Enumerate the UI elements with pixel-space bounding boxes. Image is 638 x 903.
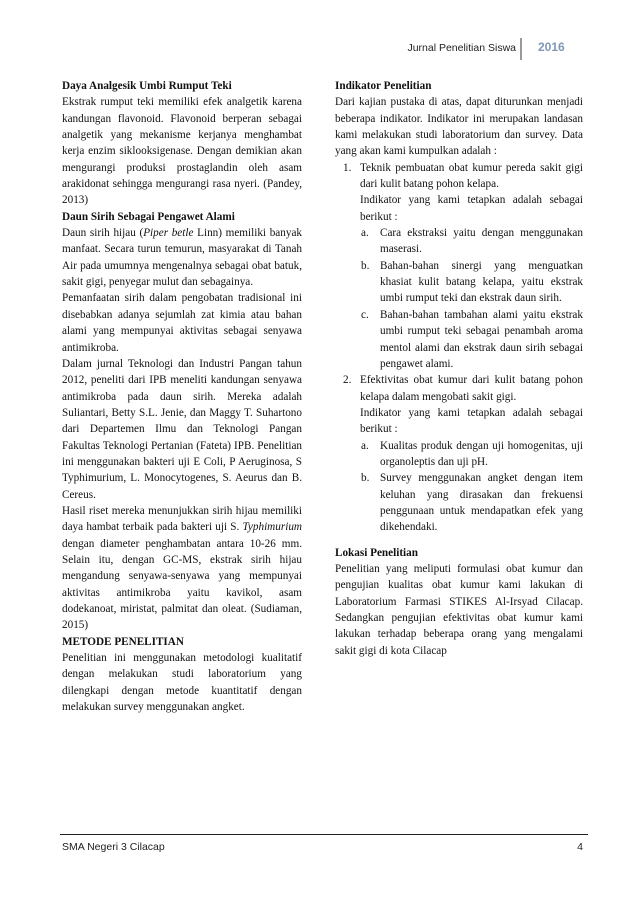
paragraph-sirih-2: Pemanfaatan sirih dalam pengobatan tradisional ini disebabkan adanya sejumlah zat kimia atau bahan alami yang mempunyai aktivitas sebagai senyawa antimikroba. bbox=[62, 292, 302, 354]
paragraph-sirih-4 bbox=[62, 503, 302, 634]
sublist-item bbox=[335, 438, 583, 471]
sublist-letter: a. bbox=[361, 439, 369, 452]
text-run: Daun sirih hijau ( bbox=[62, 227, 144, 240]
journal-name: Jurnal Penelitian Siswa bbox=[407, 42, 516, 54]
list-item bbox=[335, 372, 583, 405]
header-divider bbox=[520, 38, 522, 60]
journal-year: 2016 bbox=[538, 40, 565, 54]
page-header bbox=[0, 38, 638, 68]
section-title-indikator: Indikator Penelitian bbox=[335, 80, 432, 92]
paragraph-lokasi: Penelitian yang meliputi formulasi obat kumur dan pengujian kualitas obat kumur kami lakukan di Laboratorium Farmasi STIKES Al-Irsyad Cilacap. Sedangkan pengujian efektivitas obat kumur kami lakukan terhadap beberapa orang yang mengalami sakit gigi di kota Cilacap bbox=[335, 562, 583, 657]
sublist-item-text: Cara ekstraksi yaitu dengan menggunakan maserasi. bbox=[380, 227, 583, 256]
page-number: 4 bbox=[577, 841, 583, 853]
list-item-text: Efektivitas obat kumur dari kulit batang pohon kelapa dalam mengobati sakit gigi. bbox=[360, 374, 583, 403]
list-number: 1. bbox=[343, 161, 352, 174]
list-item-subtext: Indikator yang kami tetapkan adalah sebagai berikut : bbox=[360, 194, 583, 223]
list-item bbox=[335, 160, 583, 193]
sublist-item bbox=[335, 258, 583, 307]
section-spacer bbox=[335, 536, 583, 545]
footer-school: SMA Negeri 3 Cilacap bbox=[62, 841, 165, 853]
sublist-item-text: Bahan-bahan sinergi yang menguatkan khasiat kulit batang kelapa, yaitu ekstrak umbi rumput teki dan ekstrak daun sirih. bbox=[380, 259, 583, 305]
sublist-item bbox=[335, 307, 583, 372]
sublist-letter: b. bbox=[361, 472, 370, 485]
paragraph-metode: Penelitian ini menggunakan metodologi kualitatif dengan melakukan studi laboratorium yang dilengkapi dengan metode kuantitatif dengan melakukan survey menggunakan angket. bbox=[62, 652, 302, 714]
text-run: Linn) memiliki banyak manfaat. Secara turun temurun, masyarakat di Tanah Air pada umumnya mengenalnya sebagai obat batuk, sakit gigi, penyegar mulut dan sebagainya. bbox=[62, 227, 303, 289]
sublist-letter: a. bbox=[361, 227, 369, 240]
section-title-lokasi: Lokasi Penelitian bbox=[335, 546, 418, 559]
text-run: dengan diameter penghambatan antara 10-26 mm. Selain itu, dengan GC-MS, ekstrak sirih hijau mengandung senyawa-senyawa yang mempunyai aktivitas antimikroba yaitu kavikol, asam dodekanoat, miristat, palmitat dan oleat. (Sudiaman, 2015) bbox=[62, 537, 302, 632]
list-item-text: Teknik pembuatan obat kumur pereda sakit gigi dari kulit batang pohon kelapa. bbox=[360, 161, 583, 191]
text-run: Hasil riset mereka menunjukkan sirih hijau memiliki daya hambat terbaik pada bakteri uji S. bbox=[62, 504, 302, 534]
paragraph-analgesik: Ekstrak rumput teki memiliki efek analgetik karena kandungan flavonoid. Flavonoid berperan sebagai analgetik yang mekanisme kerjanya menghambat kerja enzim siklooksigenase. Dengan demikian akan mengurangi produksi prostaglandin oleh asam arakidonat sehingga mengurangi rasa nyeri. (Pandey, 2013) bbox=[62, 96, 302, 207]
left-column bbox=[62, 78, 302, 715]
italic-species: Typhimurium bbox=[242, 521, 302, 534]
paragraph-sirih-1 bbox=[62, 225, 302, 290]
sublist-item bbox=[335, 470, 583, 535]
section-title-metode: METODE PENELITIAN bbox=[62, 635, 184, 648]
paragraph-indikator: Dari kajian pustaka di atas, dapat diturunkan menjadi beberapa indikator. Indikator ini merupakan landasan kami melakukan studi laboratorium dan survey. Data yang akan kami kumpulkan adalah : bbox=[335, 96, 583, 158]
sublist-item-text: Bahan-bahan tambahan alami yaitu ekstrak umbi rumput teki sebagai penambah aroma mentol alami dan ekstrak daun sirih sebagai pengawet alami. bbox=[380, 308, 583, 370]
right-column bbox=[335, 78, 583, 659]
list-number: 2. bbox=[343, 374, 352, 387]
list-item-subtext: Indikator yang kami tetapkan adalah sebagai berikut : bbox=[360, 406, 583, 436]
section-title-analgesik: Daya Analgesik Umbi Rumput Teki bbox=[62, 80, 232, 92]
italic-species: Piper betle bbox=[143, 227, 194, 240]
sublist-letter: c. bbox=[361, 308, 369, 321]
paragraph-sirih-3: Dalam jurnal Teknologi dan Industri Pangan tahun 2012, peneliti dari IPB meneliti kandungan senyawa antimikroba pada daun sirih. Mereka adalah Suliantari, Betty S.L. Jenie, dan Maggy T. Suhartono dari Departemen Ilmu dan Teknologi Pangan Fakultas Teknologi Pertanian (Fateta) IPB. Penelitian ini menggunakan bakteri uji E Coli, P Aeruginosa, S Typhimurium, L. Monocytogenes, S. Aeurus dan B. Cereus. bbox=[62, 357, 302, 501]
sublist-item-text: Kualitas produk dengan uji homogenitas, uji organoleptis dan uji pH. bbox=[380, 439, 583, 468]
section-title-daun-sirih: Daun Sirih Sebagai Pengawet Alami bbox=[62, 210, 235, 223]
sublist-letter: b. bbox=[361, 259, 370, 272]
sublist-item-text: Survey menggunakan angket dengan item keluhan yang dirasakan dan frekuensi penggunaan untuk mendapatkan efek yang dikehendaki. bbox=[380, 472, 583, 534]
footer-divider bbox=[60, 834, 588, 835]
sublist-item bbox=[335, 225, 583, 258]
